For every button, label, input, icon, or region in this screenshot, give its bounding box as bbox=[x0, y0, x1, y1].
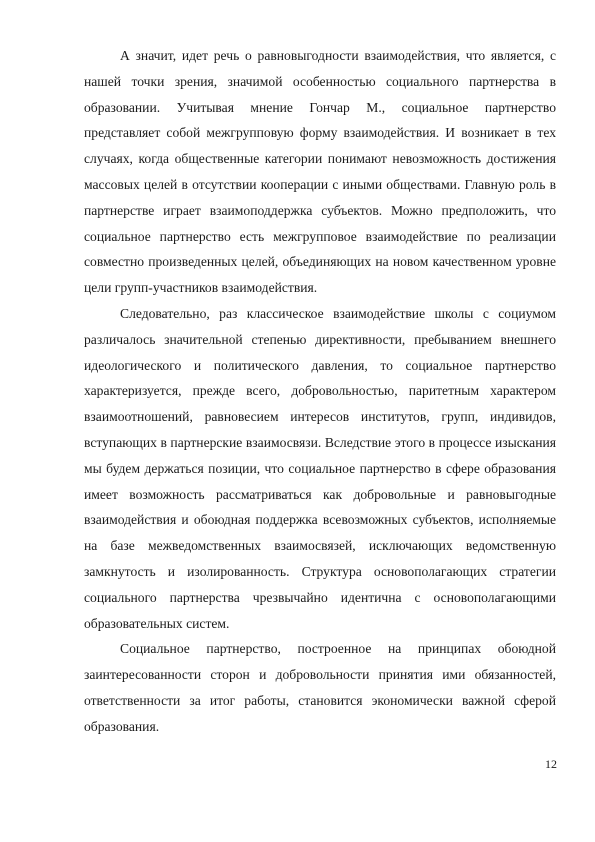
paragraph-3: Социальное партнерство, построенное на принципах обоюдной заинтересованности сторон и добровольности принятия ими обязанностей, ответственности за итог работы, становится экономически важной сферой образования. bbox=[84, 641, 556, 734]
page-number: 12 bbox=[545, 757, 557, 771]
body-text bbox=[84, 43, 556, 740]
paragraph-1: А значит, идет речь о равновыгодности взаимодействия, что является, с нашей точки зрения, значимой особенностью социального партнерства в образовании. Учитывая мнение Гончар М., социальное партнерство представляет собой межгрупповую форму взаимодействия. И возникает в тех случаях, когда общественные категории понимают невозможность достижения массовых целей в отсутствии кооперации с иными обществами. Главную роль в партнерстве играет взаимоподдержка субъектов. Можно предположить, что социальное партнерство есть межгрупповое взаимодействие по реализации совместно произведенных целей, объединяющих на новом качественном уровне цели групп-участников взаимодействия. bbox=[84, 48, 556, 296]
paragraph-2: Следовательно, раз классическое взаимодействие школы с социумом различалось значительной степенью директивности, пребыванием внешнего идеологического и политического давления, то социальное партнерство характеризуется, прежде всего, добровольностью, паритетным характером взаимоотношений, равновесием интересов институтов, групп, индивидов, вступающих в партнерские взаимосвязи. Вследствие этого в процессе изыскания мы будем держаться позиции, что социальное партнерство в сфере образования имеет возможность рассматриваться как добровольные и равновыгодные взаимодействия и обоюдная поддержка всевозможных субъектов, исполняемые на базе межведомственных взаимосвязей, исключающих ведомственную замкнутость и изолированность. Структура основополагающих стратегии социального партнерства чрезвычайно идентична с основополагающими образовательных систем. bbox=[84, 305, 556, 631]
